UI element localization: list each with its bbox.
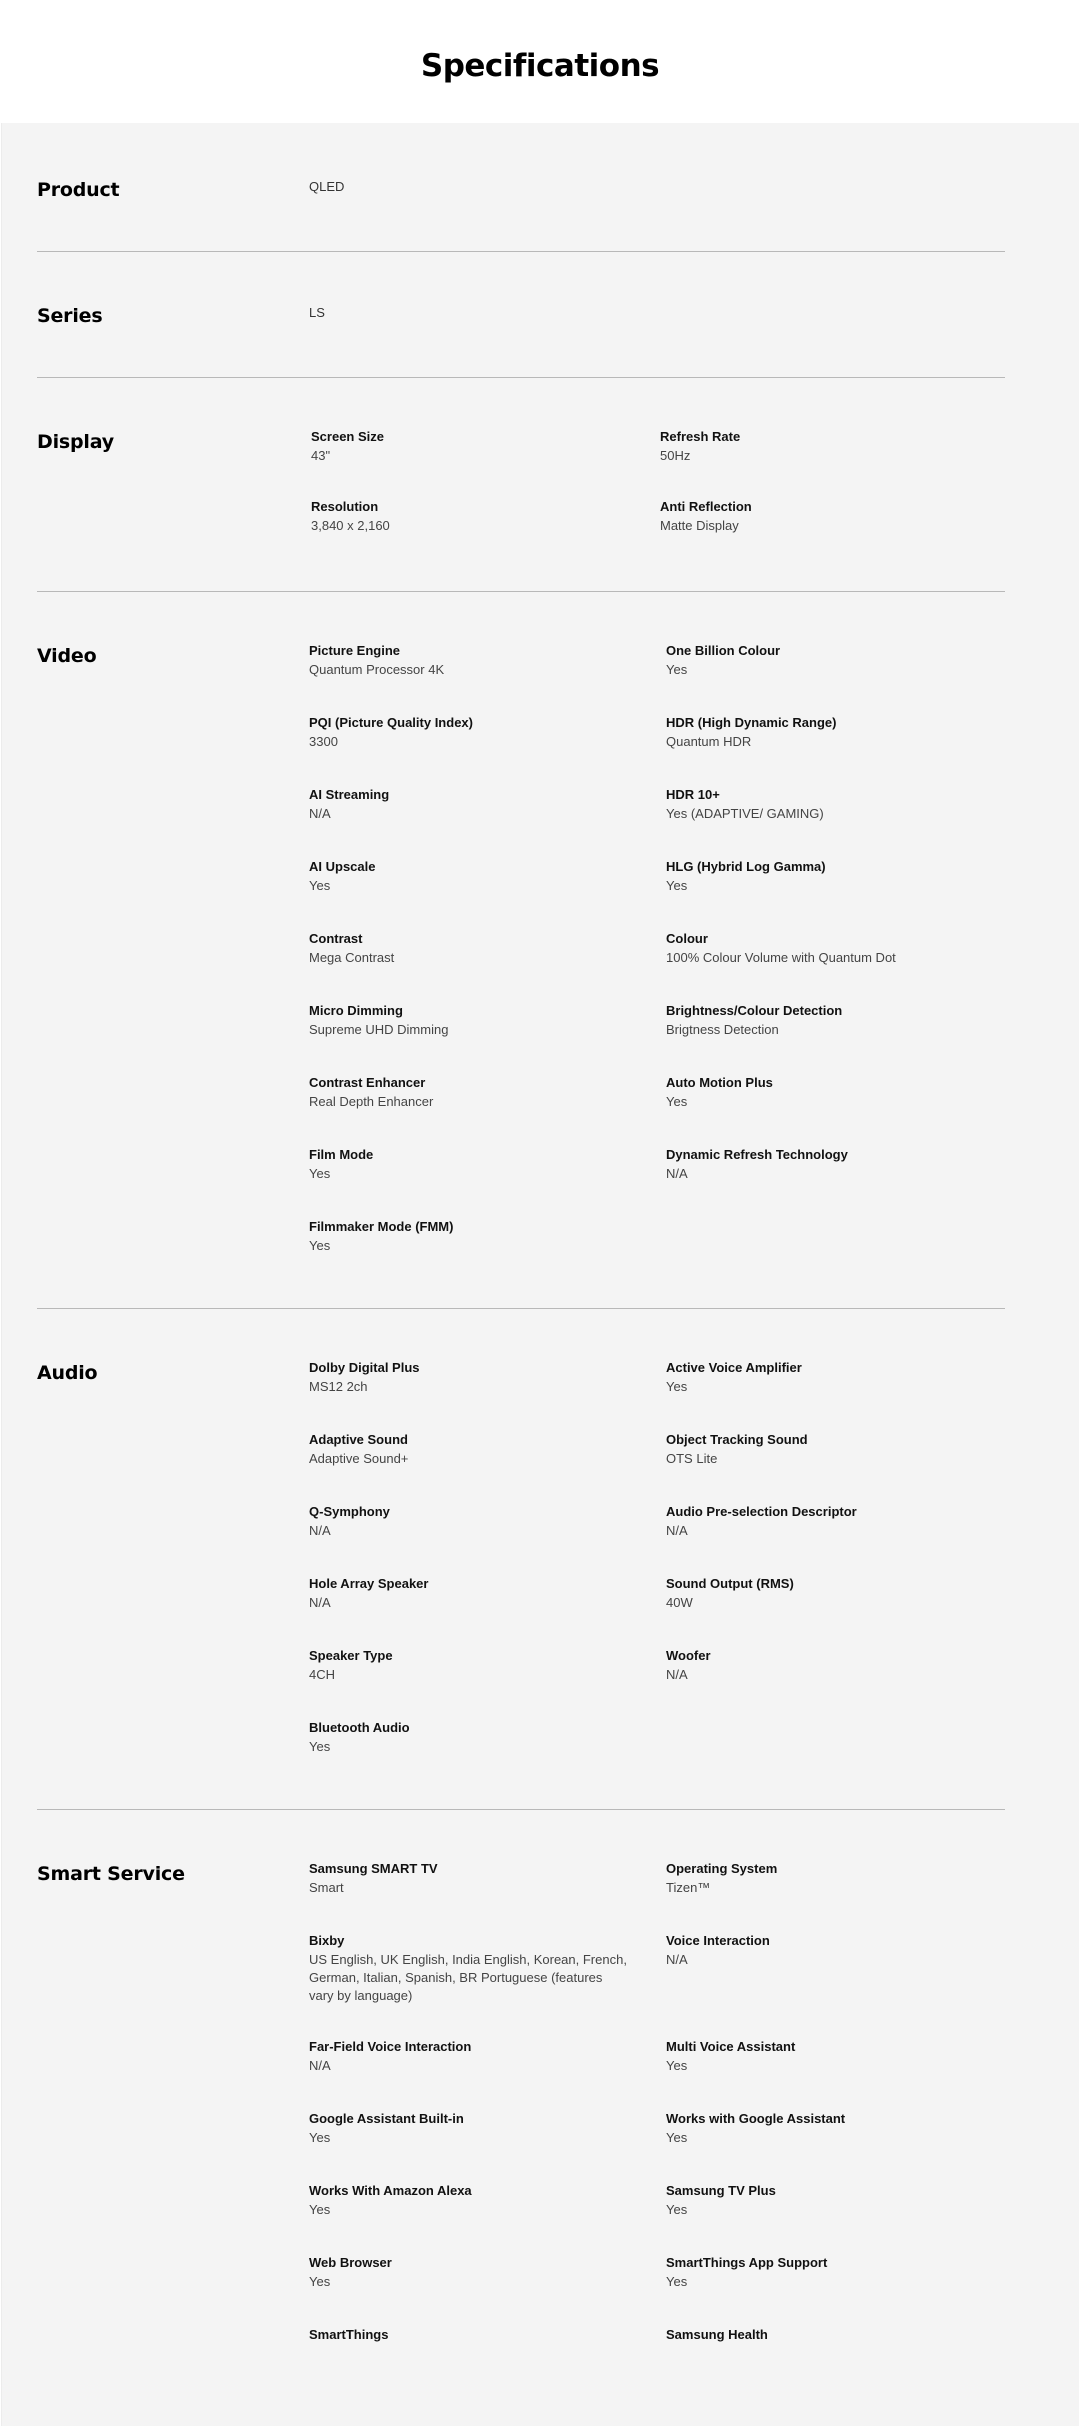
- divider: [37, 251, 1005, 252]
- spec-hlg: [666, 858, 996, 895]
- spec-web-browser: [309, 2254, 639, 2291]
- spec-label: One Billion Colour: [666, 643, 781, 658]
- spec-value: Yes: [309, 2274, 331, 2289]
- section-title-audio: Audio: [37, 1362, 98, 1384]
- spec-label: Picture Engine: [309, 643, 401, 658]
- spec-q-symphony: [309, 1503, 639, 1540]
- page-header: [0, 0, 1080, 123]
- spec-woofer: [666, 1647, 996, 1684]
- spec-label: Refresh Rate: [660, 429, 741, 444]
- spec-label: Samsung Health: [666, 2327, 768, 2342]
- spec-label: Object Tracking Sound: [666, 1432, 808, 1447]
- spec-google-assistant-builtin: [309, 2110, 639, 2147]
- spec-label: Q-Symphony: [309, 1504, 390, 1519]
- spec-label: Contrast: [309, 931, 363, 946]
- spec-value: OTS Lite: [666, 1451, 718, 1466]
- spec-value: Yes: [666, 2202, 688, 2217]
- spec-filmmaker-mode: [309, 1218, 639, 1255]
- spec-value: Yes: [309, 1166, 331, 1181]
- spec-label: Bixby: [309, 1933, 345, 1948]
- spec-value: Yes: [309, 2130, 331, 2145]
- section-title-series: Series: [37, 305, 103, 327]
- spec-label: Hole Array Speaker: [309, 1576, 429, 1591]
- spec-picture-engine: [309, 642, 639, 679]
- spec-voice-interaction: [666, 1932, 996, 1969]
- spec-contrast: [309, 930, 639, 967]
- spec-value: Yes: [309, 1238, 331, 1253]
- spec-label: Auto Motion Plus: [666, 1075, 773, 1090]
- spec-value: MS12 2ch: [309, 1379, 368, 1394]
- spec-label: Operating System: [666, 1861, 778, 1876]
- spec-value: 3300: [309, 734, 338, 749]
- spec-brightness-colour-detection: [666, 1002, 996, 1039]
- spec-label: Anti Reflection: [660, 499, 752, 514]
- spec-label: Web Browser: [309, 2255, 392, 2270]
- spec-dolby-digital-plus: [309, 1359, 639, 1396]
- spec-smartthings-app-support: [666, 2254, 996, 2291]
- spec-label: Brightness/Colour Detection: [666, 1003, 843, 1018]
- spec-contrast-enhancer: [309, 1074, 639, 1111]
- spec-samsung-health: [666, 2326, 996, 2345]
- spec-anti-reflection: [660, 498, 990, 535]
- spec-far-field-voice: [309, 2038, 639, 2075]
- spec-value: Yes: [666, 2130, 688, 2145]
- spec-label: Contrast Enhancer: [309, 1075, 426, 1090]
- spec-label: PQI (Picture Quality Index): [309, 715, 473, 730]
- spec-value: N/A: [309, 2058, 331, 2073]
- spec-value: Yes: [666, 2058, 688, 2073]
- spec-value: Mega Contrast: [309, 950, 395, 965]
- spec-auto-motion-plus: [666, 1074, 996, 1111]
- spec-one-billion-colour: [666, 642, 996, 679]
- spec-area: [1, 123, 1079, 2426]
- spec-label: Bluetooth Audio: [309, 1720, 410, 1735]
- spec-hdr: [666, 714, 996, 751]
- spec-value: Yes: [309, 1739, 331, 1754]
- spec-value: Yes: [666, 1379, 688, 1394]
- page-title: Specifications: [420, 48, 660, 84]
- spec-value: 100% Colour Volume with Quantum Dot: [666, 950, 896, 965]
- spec-label: Colour: [666, 931, 708, 946]
- spec-multi-voice-assistant: [666, 2038, 996, 2075]
- spec-value: Quantum HDR: [666, 734, 752, 749]
- spec-label: Works With Amazon Alexa: [309, 2183, 472, 2198]
- spec-audio-preselection: [666, 1503, 996, 1540]
- spec-works-with-alexa: [309, 2182, 639, 2219]
- section-title-video: Video: [37, 645, 97, 667]
- spec-label: Dolby Digital Plus: [309, 1360, 420, 1375]
- spec-adaptive-sound: [309, 1431, 639, 1468]
- spec-value: Tizen™: [666, 1880, 711, 1895]
- spec-label: Dynamic Refresh Technology: [666, 1147, 848, 1162]
- spec-screen-size: [311, 428, 641, 465]
- spec-value: Adaptive Sound+: [309, 1451, 409, 1466]
- spec-label: AI Streaming: [309, 787, 390, 802]
- spec-label: Filmmaker Mode (FMM): [309, 1219, 454, 1234]
- spec-pqi: [309, 714, 639, 751]
- spec-label: HDR (High Dynamic Range): [666, 715, 837, 730]
- product-value: QLED: [309, 179, 345, 194]
- spec-speaker-type: [309, 1647, 639, 1684]
- spec-operating-system: [666, 1860, 996, 1897]
- spec-value: 43": [311, 448, 331, 463]
- section-title-display: Display: [37, 431, 114, 453]
- spec-ai-upscale: [309, 858, 639, 895]
- spec-label: Far-Field Voice Interaction: [309, 2039, 472, 2054]
- spec-smartthings: [309, 2326, 639, 2345]
- spec-label: Audio Pre-selection Descriptor: [666, 1504, 857, 1519]
- spec-active-voice-amplifier: [666, 1359, 996, 1396]
- spec-value: 4CH: [309, 1667, 336, 1682]
- spec-label: HLG (Hybrid Log Gamma): [666, 859, 826, 874]
- spec-label: Multi Voice Assistant: [666, 2039, 796, 2054]
- spec-value: Yes (ADAPTIVE/ GAMING): [666, 806, 824, 821]
- spec-label: Screen Size: [311, 429, 384, 444]
- spec-label: Voice Interaction: [666, 1933, 770, 1948]
- spec-colour: [666, 930, 996, 967]
- spec-value: N/A: [309, 1523, 331, 1538]
- spec-label: Google Assistant Built-in: [309, 2111, 464, 2126]
- spec-value: N/A: [309, 806, 331, 821]
- spec-value: Yes: [666, 1094, 688, 1109]
- spec-value: Quantum Processor 4K: [309, 662, 445, 677]
- spec-value: 40W: [666, 1595, 693, 1610]
- spec-value: N/A: [309, 1595, 331, 1610]
- spec-label: HDR 10+: [666, 787, 720, 802]
- spec-value: Supreme UHD Dimming: [309, 1022, 449, 1037]
- spec-label: Adaptive Sound: [309, 1432, 408, 1447]
- spec-samsung-tv-plus: [666, 2182, 996, 2219]
- spec-bixby: [309, 1932, 629, 2005]
- spec-sound-output: [666, 1575, 996, 1612]
- spec-label: Woofer: [666, 1648, 711, 1663]
- spec-bluetooth-audio: [309, 1719, 639, 1756]
- spec-works-with-google: [666, 2110, 996, 2147]
- spec-label: Works with Google Assistant: [666, 2111, 846, 2126]
- spec-label: SmartThings: [309, 2327, 389, 2342]
- spec-value: Yes: [666, 662, 688, 677]
- spec-value: 50Hz: [660, 448, 691, 463]
- spec-value: Real Depth Enhancer: [309, 1094, 434, 1109]
- spec-value: Matte Display: [660, 518, 739, 533]
- spec-value: Yes: [666, 2274, 688, 2289]
- spec-hdr10-plus: [666, 786, 996, 823]
- spec-value: Brigtness Detection: [666, 1022, 779, 1037]
- spec-value: N/A: [666, 1523, 688, 1538]
- spec-label: Resolution: [311, 499, 379, 514]
- divider: [37, 1809, 1005, 1810]
- spec-refresh-rate: [660, 428, 990, 465]
- divider: [37, 1308, 1005, 1309]
- divider: [37, 377, 1005, 378]
- spec-label: Film Mode: [309, 1147, 374, 1162]
- spec-value: Smart: [309, 1880, 344, 1895]
- spec-label: Micro Dimming: [309, 1003, 403, 1018]
- divider: [37, 591, 1005, 592]
- spec-resolution: [311, 498, 641, 535]
- section-title-product: Product: [37, 179, 120, 201]
- spec-label: Samsung SMART TV: [309, 1861, 438, 1876]
- section-title-smart-service: Smart Service: [37, 1863, 185, 1885]
- spec-value: N/A: [666, 1952, 688, 1967]
- spec-value: Yes: [309, 878, 331, 893]
- spec-value: N/A: [666, 1166, 688, 1181]
- spec-label: Active Voice Amplifier: [666, 1360, 802, 1375]
- spec-film-mode: [309, 1146, 639, 1183]
- spec-samsung-smart-tv: [309, 1860, 639, 1897]
- spec-hole-array-speaker: [309, 1575, 639, 1612]
- series-value: LS: [309, 305, 325, 320]
- spec-label: AI Upscale: [309, 859, 376, 874]
- spec-label: Speaker Type: [309, 1648, 393, 1663]
- spec-object-tracking-sound: [666, 1431, 996, 1468]
- spec-ai-streaming: [309, 786, 639, 823]
- spec-label: Samsung TV Plus: [666, 2183, 776, 2198]
- spec-dynamic-refresh: [666, 1146, 996, 1183]
- spec-label: SmartThings App Support: [666, 2255, 828, 2270]
- spec-value: 3,840 x 2,160: [311, 518, 390, 533]
- spec-value: US English, UK English, India English, Korean, French, German, Italian, Spanish, BR Portuguese (features vary by language): [309, 1952, 627, 2003]
- spec-value: Yes: [309, 2202, 331, 2217]
- spec-value: Yes: [666, 878, 688, 893]
- spec-label: Sound Output (RMS): [666, 1576, 794, 1591]
- spec-micro-dimming: [309, 1002, 639, 1039]
- spec-value: N/A: [666, 1667, 688, 1682]
